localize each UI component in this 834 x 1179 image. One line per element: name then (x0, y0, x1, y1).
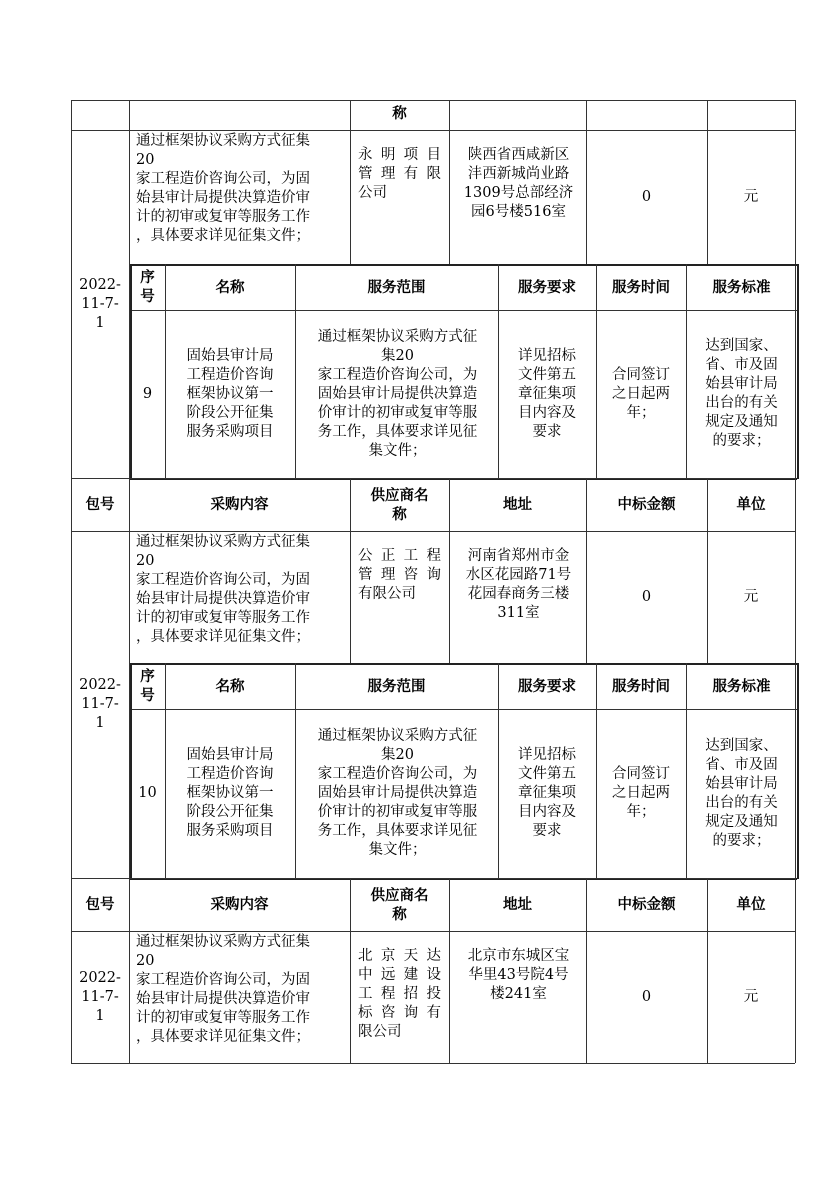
inner-header-req: 服务要求 (518, 677, 576, 695)
header-supplier: 供应商名称 (370, 886, 429, 923)
service-scope-line: 家工程造价咨询公司，为 (317, 766, 478, 782)
service-standard-line: 出台的有关 (705, 794, 778, 811)
purchase-content-line: 始县审计局提供决算造价审 (136, 591, 310, 607)
header-package: 包号 (85, 896, 115, 913)
unit: 元 (743, 188, 759, 205)
header-supplier: 供应商名称 (370, 486, 429, 523)
service-name-line: 固始县审计局 (186, 747, 274, 763)
supplier-name-line: 中远建设 (358, 967, 441, 983)
rule-v (71, 100, 72, 130)
supplier-address-line: 园6号楼516室 (471, 204, 566, 220)
rule-v (795, 100, 796, 130)
service-standard-line: 规定及通知 (705, 813, 778, 830)
supplier-header-tail: 称 (392, 104, 407, 122)
inner-header-time: 服务时间 (612, 677, 670, 695)
supplier-name (358, 547, 441, 663)
service-scope-line: 集20 (381, 747, 414, 763)
service-standard-line: 的要求； (712, 832, 771, 849)
service-scope-line: 务工作，具体要求详见征 (317, 423, 478, 440)
service-scope (301, 310, 494, 478)
service-requirement-line: 要求 (532, 423, 562, 440)
service-standard-line: 的要求； (712, 433, 771, 449)
purchase-content-line: ，具体要求详见征集文件； (136, 228, 310, 244)
service-scope-line: 固始县审计局提供决算造 (317, 385, 478, 402)
supplier-address-line: 北京市东城区宝 (467, 948, 570, 964)
service-requirement-line: 目内容及 (518, 404, 576, 421)
package-number (71, 531, 129, 878)
rule-v (350, 531, 351, 663)
service-time-line: 合同签订 (612, 366, 670, 383)
service-standard (690, 709, 793, 878)
inner-header-name: 名称 (215, 677, 245, 695)
service-time-line: 年； (626, 404, 656, 421)
purchase-content-line: 计的初审或复审等服务工作 (136, 610, 310, 626)
bid-amount: 0 (641, 588, 652, 605)
purchase-content-line: 20 (136, 953, 155, 969)
service-standard-line: 达到国家、 (705, 737, 778, 754)
purchase-content-line: 通过框架协议采购方式征集 (136, 534, 310, 550)
supplier-address-line: 华里43号院4号 (468, 967, 569, 983)
service-standard-line: 省、市及固 (705, 357, 778, 373)
supplier-name-line: 有限公司 (358, 586, 416, 602)
inner-header-std: 服务标准 (712, 677, 771, 695)
inner-header-name: 名称 (215, 278, 245, 296)
service-standard-line: 出台的有关 (705, 395, 778, 411)
service-standard-line: 达到国家、 (705, 338, 778, 354)
rule-v (129, 931, 130, 1063)
supplier-name (358, 947, 441, 1063)
rule-v (795, 931, 796, 1063)
supplier-name-line: 标咨询有 (358, 1005, 441, 1021)
inner-header-std: 服务标准 (712, 278, 771, 296)
service-requirement-line: 章征集项 (518, 785, 576, 801)
service-requirement-line: 要求 (532, 823, 562, 839)
service-requirement-line: 文件第五 (518, 366, 576, 383)
service-requirement-line: 章征集项 (518, 385, 576, 402)
service-name-line: 服务采购项目 (186, 423, 274, 440)
rule-v (449, 100, 450, 130)
supplier-address-line: 河南省郑州市金 (467, 548, 570, 564)
service-requirement-line: 详见招标 (518, 747, 576, 763)
service-name (171, 310, 289, 478)
header-address: 地址 (503, 896, 532, 913)
supplier-address (455, 547, 582, 663)
service-standard-line: 始县审计局 (705, 775, 778, 792)
service-time-line: 合同签订 (612, 766, 670, 782)
rule-v (449, 931, 450, 1063)
supplier-address-line: 311室 (497, 605, 540, 621)
service-scope (301, 709, 494, 878)
purchase-content-line: 20 (136, 152, 155, 168)
purchase-content (136, 533, 345, 663)
rule-v (350, 931, 351, 1063)
service-seq: 9 (142, 385, 153, 402)
supplier-name-line: 管理有限 (358, 166, 441, 182)
supplier-name-line: 公司 (358, 185, 387, 201)
package-number-text: 2022-11-7-1 (79, 276, 121, 331)
purchase-content-line: 家工程造价咨询公司，为固 (136, 572, 310, 588)
rule-v (797, 663, 799, 879)
purchase-content (136, 132, 345, 264)
purchase-content-line: ，具体要求详见征集文件； (136, 1029, 310, 1045)
rule-v (449, 130, 450, 264)
service-name (171, 709, 289, 878)
bid-amount: 0 (641, 188, 652, 205)
rule-v (586, 100, 587, 130)
supplier-name-line: 北京天达 (358, 948, 441, 964)
header-address: 地址 (503, 496, 532, 513)
service-time-line: 之日起两 (612, 385, 670, 402)
service-seq: 10 (138, 785, 157, 801)
unit: 元 (743, 588, 759, 605)
service-scope-line: 集20 (381, 347, 414, 364)
service-scope-line: 通过框架协议采购方式征 (317, 728, 478, 744)
service-standard-line: 规定及通知 (705, 414, 778, 430)
rule-h (71, 1063, 795, 1064)
purchase-content-line: 通过框架协议采购方式征集 (136, 934, 310, 950)
service-name-line: 服务采购项目 (186, 823, 274, 839)
supplier-address-line: 沣西新城尚业路 (467, 166, 570, 182)
header-unit: 单位 (736, 496, 766, 513)
unit: 元 (743, 988, 759, 1005)
purchase-content-line: 始县审计局提供决算造价审 (136, 991, 310, 1007)
service-name-line: 框架协议第一 (186, 785, 274, 801)
supplier-name-line: 公正工程 (358, 548, 441, 564)
service-scope-line: 集文件； (368, 842, 427, 858)
service-scope-line: 家工程造价咨询公司，为 (317, 366, 478, 383)
service-standard (690, 310, 793, 478)
service-standard-line: 省、市及固 (705, 756, 778, 773)
supplier-address-line: 水区花园路71号 (465, 567, 572, 583)
service-scope-line: 价审计的初审或复审等服 (317, 404, 478, 421)
header-package: 包号 (85, 496, 115, 513)
header-amount: 中标金额 (617, 496, 676, 513)
purchase-content-line: 通过框架协议采购方式征集 (136, 133, 310, 149)
service-scope-line: 价审计的初审或复审等服 (317, 804, 478, 820)
supplier-address (455, 146, 582, 264)
package-number-text: 2022-11-7-1 (79, 677, 121, 731)
service-scope-line: 集文件； (368, 442, 427, 459)
service-name-line: 框架协议第一 (186, 385, 274, 402)
service-name-line: 固始县审计局 (186, 347, 274, 364)
header-amount: 中标金额 (617, 896, 676, 913)
supplier-address-line: 楼241室 (490, 986, 547, 1002)
package-number (71, 931, 129, 1063)
inner-header-seq: 序号 (140, 668, 155, 704)
service-requirement-line: 文件第五 (518, 766, 576, 782)
inner-header-req: 服务要求 (518, 278, 576, 296)
service-time (602, 310, 680, 478)
bid-amount: 0 (641, 988, 652, 1005)
service-requirement-line: 详见招标 (518, 347, 576, 364)
service-name-line: 阶段公开征集 (186, 804, 274, 820)
header-unit: 单位 (736, 896, 766, 913)
purchase-content-line: 始县审计局提供决算造价审 (136, 190, 310, 206)
package-number-text: 2022-11-7-1 (79, 969, 121, 1024)
supplier-name (358, 146, 441, 264)
inner-header-scope: 服务范围 (367, 278, 426, 296)
service-scope-line: 务工作，具体要求详见征 (317, 823, 478, 839)
service-time-line: 年； (626, 804, 656, 820)
purchase-content-line: ，具体要求详见征集文件； (136, 629, 310, 645)
rule-v (795, 478, 796, 531)
service-scope-line: 通过框架协议采购方式征 (317, 328, 478, 345)
service-standard-line: 始县审计局 (705, 376, 778, 392)
rule-v (797, 264, 799, 479)
purchase-content-line: 计的初审或复审等服务工作 (136, 1010, 310, 1026)
service-name-line: 工程造价咨询 (186, 366, 274, 383)
service-requirement-line: 目内容及 (518, 804, 576, 820)
rule-v (129, 100, 130, 130)
rule-v (795, 878, 796, 931)
purchase-content-line: 家工程造价咨询公司，为固 (136, 171, 310, 187)
rule-v (707, 100, 708, 130)
inner-header-scope: 服务范围 (367, 677, 426, 695)
supplier-name-line: 永明项目 (358, 147, 441, 163)
package-number (71, 130, 129, 478)
rule-v (350, 130, 351, 264)
inner-header-time: 服务时间 (612, 278, 670, 296)
supplier-address-line: 花园春商务三楼 (467, 586, 570, 602)
supplier-address-line: 1309号总部经济 (463, 185, 574, 201)
service-time-line: 之日起两 (612, 785, 670, 801)
service-requirement (504, 709, 590, 878)
inner-header-seq: 序号 (140, 269, 155, 305)
service-scope-line: 固始县审计局提供决算造 (317, 785, 478, 801)
supplier-name-line: 限公司 (358, 1024, 402, 1040)
supplier-name-line: 工程招投 (358, 986, 441, 1002)
purchase-content-line: 20 (136, 553, 155, 569)
service-requirement (504, 310, 590, 478)
purchase-content-line: 计的初审或复审等服务工作 (136, 209, 310, 225)
purchase-content (136, 933, 345, 1063)
header-content: 采购内容 (210, 896, 269, 913)
service-name-line: 阶段公开征集 (186, 404, 274, 421)
supplier-name-line: 管理咨询 (358, 567, 441, 583)
purchase-content-line: 家工程造价咨询公司，为固 (136, 972, 310, 988)
supplier-address-line: 陕西省西咸新区 (467, 147, 570, 163)
service-time (602, 709, 680, 878)
rule-v (449, 531, 450, 663)
header-content: 采购内容 (210, 496, 269, 513)
supplier-address (455, 947, 582, 1063)
service-name-line: 工程造价咨询 (186, 766, 274, 782)
